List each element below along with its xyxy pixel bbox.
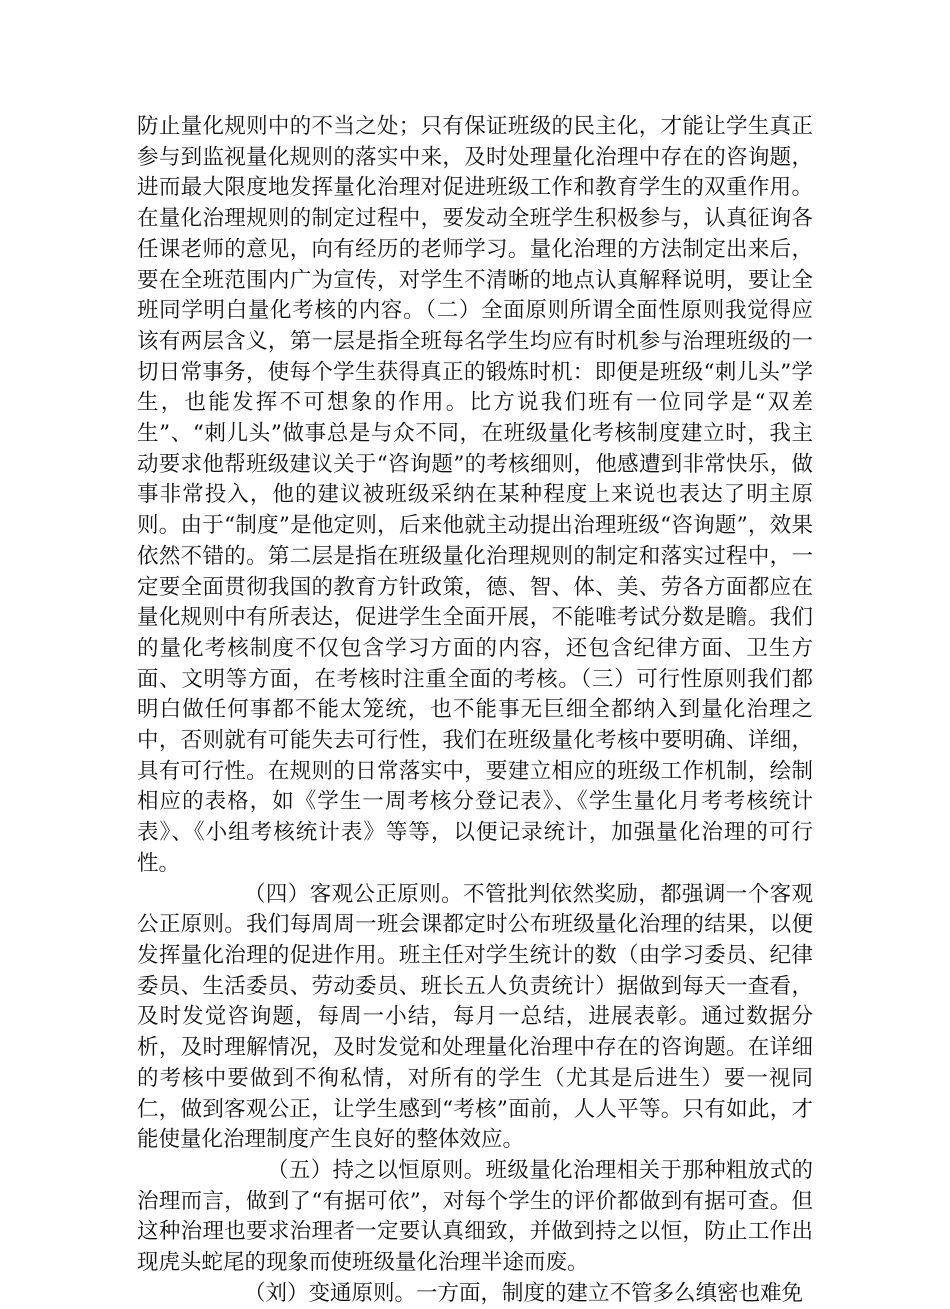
- paragraph-principles-1-3: 防止量化规则中的不当之处；只有保证班级的民主化，才能让学生真正参与到监视量化规则的落实中来，及时处理量化治理中存在的咨询题，进而最大限度地发挥量化治理对促进班级工作和教育学生的双重作用。在量化治理规则的制定过程中，要发动全班学生积极参与，认真征询各任课老师的意见，向有经历的老师学习。量化治理的方法制定出来后，要在全班范围内广为宣传，对学生不清晰的地点认真解释说明，要让全班同学明白量化考核的内容。（二）全面原则所谓全面性原则我觉得应该有两层含义，第一层是指全班每名学生均应有时机参与治理班级的一切日常事务，使每个学生获得真正的锻炼时机：即便是班级“刺儿头”学生，也能发挥不可想象的作用。比方说我们班有一位同学是“双差生”、“刺儿头”做事总是与众不同，在班级量化考核制度建立时，我主动要求他帮班级建议关于“咨询题”的考核细则，他感遭到非常快乐，做事非常投入，他的建议被班级采纳在某种程度上来说也表达了明主原则。由于“制度”是他定则，后来他就主动提出治理班级“咨询题”，效果依然不错的。第二层是指在班级量化治理规则的制定和落实过程中，一定要全面贯彻我国的教育方针政策，德、智、体、美、劳各方面都应在量化规则中有所表达，促进学生全面开展，不能唯考试分数是瞻。我们的量化考核制度不仅包含学习方面的内容，还包含纪律方面、卫生方面、文明等方面，在考核时注重全面的考核。（三）可行性原则我们都明白做任何事都不能太笼统，也不能事无巨细全都纳入到量化治理之中，否则就有可能失去可行性，我们在班级量化考核中要明确、详细，具有可行性。在规则的日常落实中，要建立相应的班级工作机制，绘制相应的表格，如《学生一周考核分登记表》、《学生量化月考考核统计表》、《小组考核统计表》等等，以便记录统计，加强量化治理的可行性。: [137, 114, 813, 876]
- paragraph-principle-4: （四）客观公正原则。不管批判依然奖励，都强调一个客观公正原则。我们每周周一班会课都定时公布班级量化治理的结果，以便发挥量化治理的促进作用。班主任对学生统计的数（由学习委员、纪律委员、生活委员、劳动委员、班长五人负责统计）据做到每天一查看，及时发觉咨询题，每周一小结，每月一总结，进展表彰。通过数据分析，及时理解情况，及时发觉和处理量化治理中存在的咨询题。在详细的考核中要做到不徇私情，对所有的学生（尤其是后进生）要一视同仁，做到客观公正，让学生感到“考核”面前，人人平等。只有如此，才能使量化治理制度产生良好的整体效应。: [137, 881, 813, 1153]
- paragraph-principle-6: （刘）变通原则。一方面，制度的建立不管多么缜密也难免: [244, 1280, 804, 1306]
- document-body: [137, 112, 813, 1309]
- paragraph-principle-5: （五）持之以恒原则。班级量化治理相关于那种粗放式的治理而言，做到了“有据可依”，对每个学生的评价都做到有据可查。但这种治理也要求治理者一定要认真细致，并做到持之以恒，防止工作出现虎头蛇尾的现象而使班级量化治理半途而废。: [137, 1157, 813, 1276]
